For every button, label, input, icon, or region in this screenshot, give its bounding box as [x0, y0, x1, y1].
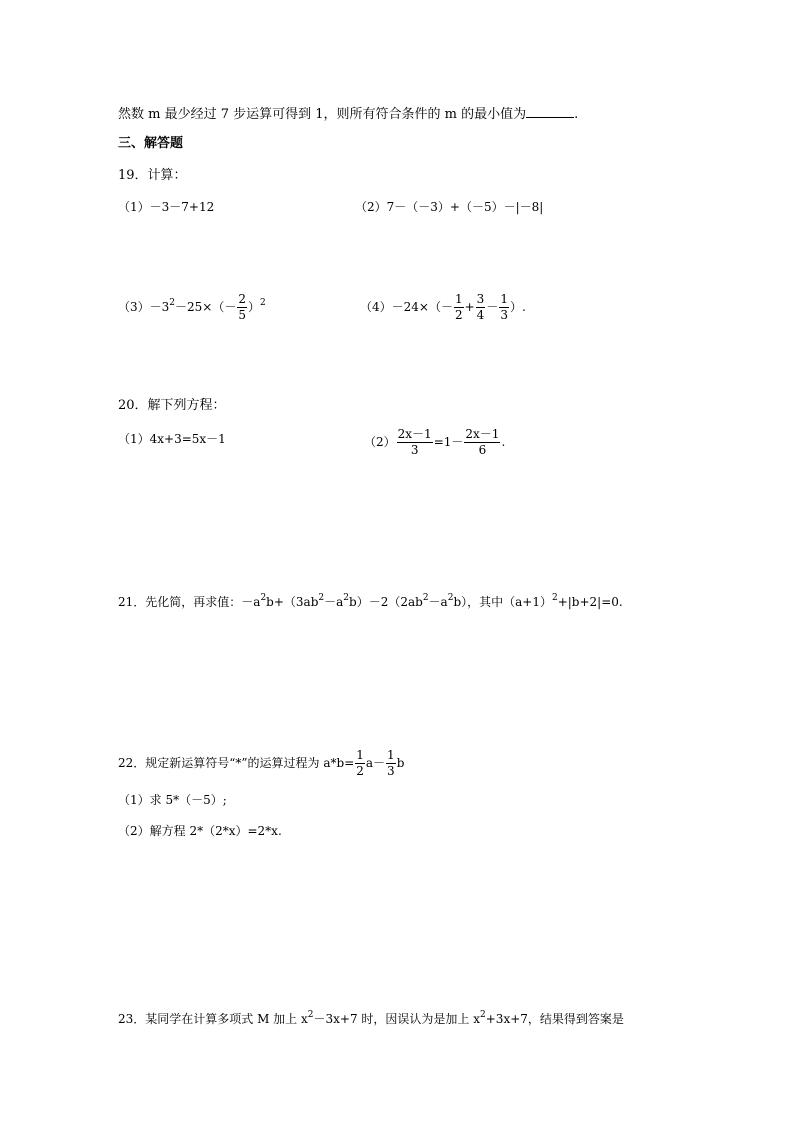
frac-den: 3	[387, 764, 395, 778]
q18-tail-end: .	[574, 107, 579, 122]
frac-den: 5	[238, 308, 246, 322]
q22-end: b	[396, 756, 405, 770]
frac-den: 6	[478, 443, 487, 457]
q18-tail-text: 然数 m 最少经过 7 步运算可得到 1，则所有符合条件的 m 的最小值为	[118, 107, 527, 122]
q21-exp5: 2	[447, 593, 454, 603]
fraction-1-3	[499, 292, 509, 323]
fraction-1-2	[355, 748, 365, 779]
frac-den: 4	[476, 308, 485, 322]
frac-num: 3	[476, 292, 485, 306]
frac-num: 1	[454, 292, 463, 306]
frac-num: 1	[387, 748, 395, 762]
frac-num: 2x－1	[465, 427, 500, 441]
q21-exp3: 2	[343, 593, 350, 603]
frac-den: 3	[500, 308, 508, 322]
q23-c: +3x+7，结果得到答案是	[485, 1012, 624, 1026]
q19-p3-c: ）	[247, 300, 260, 314]
q21-exp4: 2	[422, 593, 429, 603]
fraction-2x1-6	[464, 427, 500, 458]
q19-part3	[118, 290, 266, 324]
q19-p4-op2: －	[486, 300, 499, 314]
q23-b: －3x+7 时，因误认为是加上 x	[313, 1012, 481, 1026]
frac-num: 2x－1	[397, 427, 432, 441]
q22-a: 22．规定新运算符号“*”的运算过程为 a*b=	[118, 756, 355, 770]
q21-g: +|b+2|=0.	[557, 595, 623, 609]
q21-e: －a	[428, 595, 448, 609]
q19-p3-b: －25×（－	[175, 300, 237, 314]
q19-part1: （1）－3－7+12	[118, 200, 215, 214]
q22-line	[118, 746, 404, 780]
q19-part4	[360, 290, 526, 324]
q20-part2	[364, 425, 505, 459]
fraction-2-5	[237, 292, 247, 323]
q18-tail-line	[118, 105, 578, 123]
frac-den: 2	[454, 308, 463, 322]
q19-p4-end: ）.	[509, 300, 526, 314]
fraction-2x1-3	[397, 427, 433, 458]
q23-exp2: 2	[480, 1010, 486, 1020]
q21-line	[118, 594, 623, 610]
q19-title: 19．计算：	[118, 168, 187, 183]
frac-den: 2	[356, 764, 364, 778]
q21-exp6: 2	[551, 593, 558, 603]
fraction-3-4	[476, 292, 486, 323]
q20-p2-a: （2）	[364, 435, 396, 449]
q22-part1: （1）求 5*（－5）;	[118, 793, 227, 807]
q21-f: b），其中（a+1）	[453, 595, 552, 609]
section-title: 三、解答题	[118, 136, 184, 151]
q19-p3-exp: 2	[169, 298, 176, 308]
q21-exp1: 2	[260, 593, 267, 603]
q19-p3-a: （3）－3	[118, 300, 170, 314]
q21-a: 21．先化简，再求值：－a	[118, 595, 261, 609]
frac-num: 2	[238, 292, 246, 306]
frac-num: 1	[356, 748, 364, 762]
q21-b: b+（3ab	[266, 595, 319, 609]
q23-a: 23．某同学在计算多项式 M 加上 x	[118, 1012, 308, 1026]
frac-den: 3	[410, 443, 419, 457]
q19-p3-exp2: 2	[260, 298, 266, 308]
fraction-1-3	[386, 748, 396, 779]
q21-d: b）－2（2ab	[349, 595, 423, 609]
q19-part2: （2）7－（－3）+（－5）－|－8|	[355, 200, 544, 214]
q22-mid: a－	[365, 756, 386, 770]
q20-p2-mid: =1－	[433, 435, 464, 449]
fraction-1-2	[454, 292, 464, 323]
q21-c: －a	[324, 595, 344, 609]
q19-p4-a: （4）－24×（－	[360, 300, 453, 314]
q23-line	[118, 1011, 624, 1027]
q20-p2-end: .	[501, 435, 506, 449]
q22-part2: （2）解方程 2*（2*x）=2*x.	[118, 824, 282, 838]
q20-title: 20．解下列方程：	[118, 398, 226, 413]
q19-p4-op1: +	[464, 300, 475, 314]
q21-exp2: 2	[318, 593, 325, 603]
q23-exp1: 2	[307, 1010, 314, 1020]
answer-blank	[526, 105, 574, 118]
q20-part1: （1）4x+3=5x－1	[118, 432, 226, 446]
frac-num: 1	[500, 292, 508, 306]
